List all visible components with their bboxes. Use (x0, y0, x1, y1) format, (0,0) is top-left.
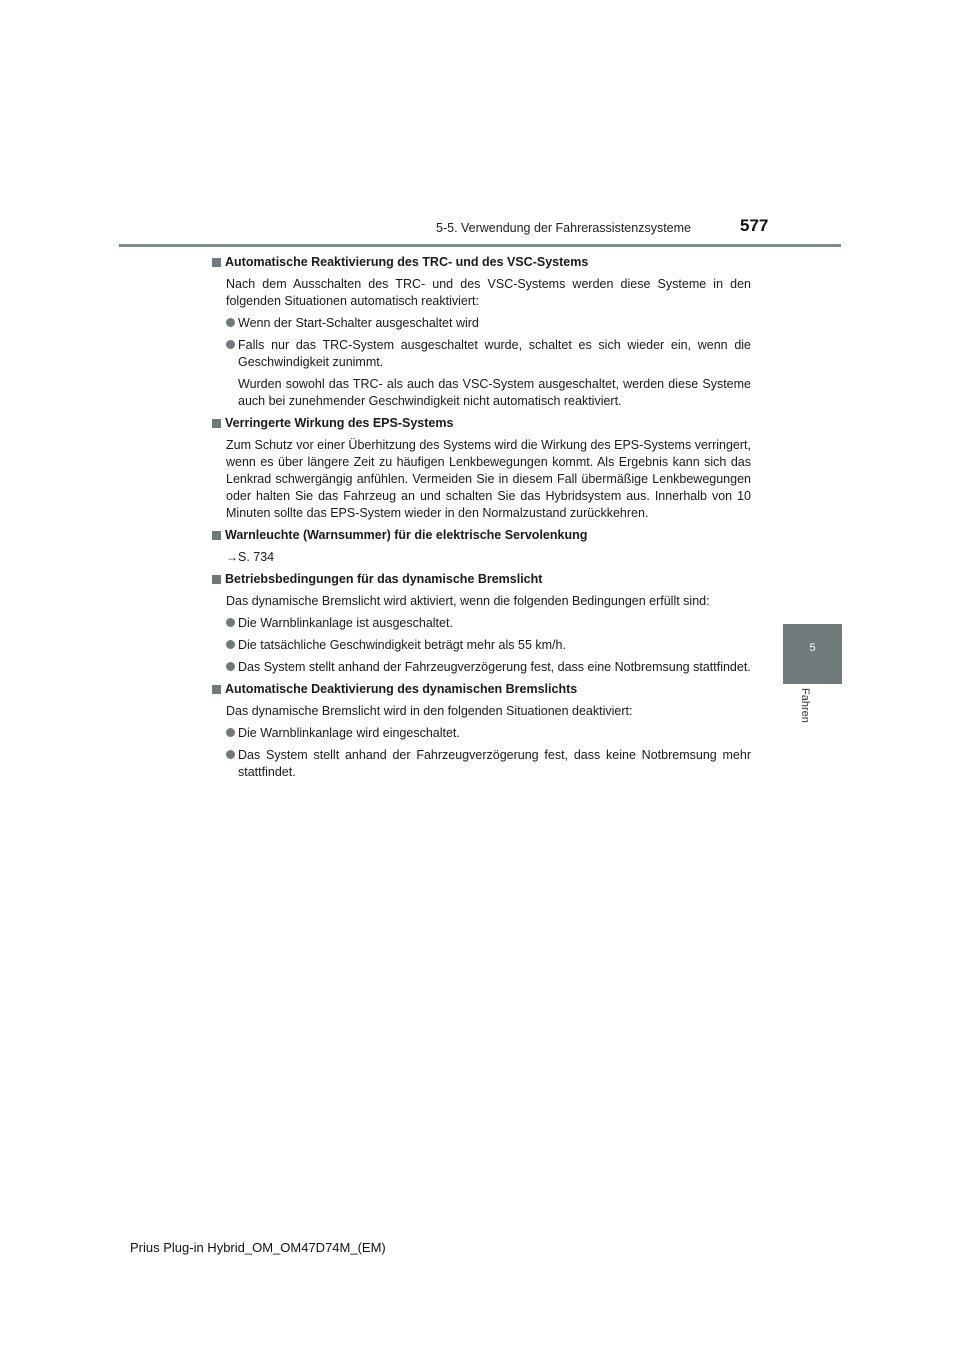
section-brake-light-deactivation (211, 681, 751, 781)
section-heading: Betriebsbedingungen für das dynamische Bremslicht (211, 571, 751, 588)
section-heading: Warnleuchte (Warnsummer) für die elektrische Servolenkung (211, 527, 751, 544)
section-heading: Verringerte Wirkung des EPS-Systems (211, 415, 751, 432)
section-heading: Automatische Reaktivierung des TRC- und des VSC-Systems (211, 254, 751, 271)
list-item: Falls nur das TRC-System ausgeschaltet wurde, schaltet es sich wieder ein, wenn die Geschwindigkeit zunimmt. (211, 337, 751, 371)
square-bullet-icon (212, 419, 221, 428)
list-item: Wenn der Start-Schalter ausgeschaltet wird (211, 315, 751, 332)
header-divider (119, 244, 841, 247)
circle-bullet-icon (226, 340, 235, 349)
list-item: Die Warnblinkanlage wird eingeschaltet. (211, 725, 751, 742)
section-intro: Das dynamische Bremslicht wird aktiviert, wenn die folgenden Bedingungen erfüllt sind: (226, 594, 710, 608)
section-trc-vsc-reactivation (211, 254, 751, 410)
page-reference[interactable]: →S. 734 (226, 550, 275, 564)
section-eps-warning (211, 527, 751, 566)
square-bullet-icon (212, 685, 221, 694)
section-intro: Nach dem Ausschalten des TRC- und des VSC-Systems werden diese Systeme in den folgenden Situationen automatisch reaktiviert: (226, 277, 751, 308)
list-item: Die tatsächliche Geschwindigkeit beträgt mehr als 55 km/h. (211, 637, 751, 654)
section-brake-light-conditions (211, 571, 751, 676)
document-footer: Prius Plug-in Hybrid_OM_OM47D74M_(EM) (130, 1240, 386, 1255)
circle-bullet-icon (226, 662, 235, 671)
section-intro: Das dynamische Bremslicht wird in den folgenden Situationen deaktiviert: (226, 704, 633, 718)
square-bullet-icon (212, 258, 221, 267)
circle-bullet-icon (226, 728, 235, 737)
circle-bullet-icon (226, 318, 235, 327)
section-eps-reduced (211, 415, 751, 522)
page-content (211, 254, 751, 786)
list-item: Das System stellt anhand der Fahrzeugverzögerung fest, dass keine Notbremsung mehr stattfindet. (211, 747, 751, 781)
chapter-label: Fahren (799, 688, 811, 723)
arrow-right-icon: → (226, 550, 238, 564)
section-note: Wurden sowohl das TRC- als auch das VSC-System ausgeschaltet, werden diese Systeme auch bei zunehmender Geschwindigkeit nicht automatisch reaktiviert. (238, 377, 751, 408)
list-item: Das System stellt anhand der Fahrzeugverzögerung fest, dass eine Notbremsung stattfindet. (211, 659, 751, 676)
square-bullet-icon (212, 575, 221, 584)
section-title: 5-5. Verwendung der Fahrerassistenzsysteme (436, 221, 691, 235)
square-bullet-icon (212, 531, 221, 540)
section-heading: Automatische Deaktivierung des dynamischen Bremslichts (211, 681, 751, 698)
circle-bullet-icon (226, 640, 235, 649)
chapter-tab (783, 624, 842, 684)
circle-bullet-icon (226, 618, 235, 627)
circle-bullet-icon (226, 750, 235, 759)
page-number: 577 (740, 216, 769, 235)
section-intro: Zum Schutz vor einer Überhitzung des Systems wird die Wirkung des EPS-Systems verringert, wenn es über längere Zeit zu häufigen Lenkbewegungen kommt. Als Ergebnis kann sich das Lenkrad schwergängig anfühlen. Vermeiden Sie in diesem Fall übermäßige Lenkbewegungen oder halten Sie das Fahrzeug an und schalten Sie das Hybridsystem aus. Innerhalb von 10 Minuten sollte das EPS-System wieder in den Normalzustand zurückkehren. (226, 438, 751, 520)
list-item: Die Warnblinkanlage ist ausgeschaltet. (211, 615, 751, 632)
chapter-number: 5 (809, 642, 816, 654)
